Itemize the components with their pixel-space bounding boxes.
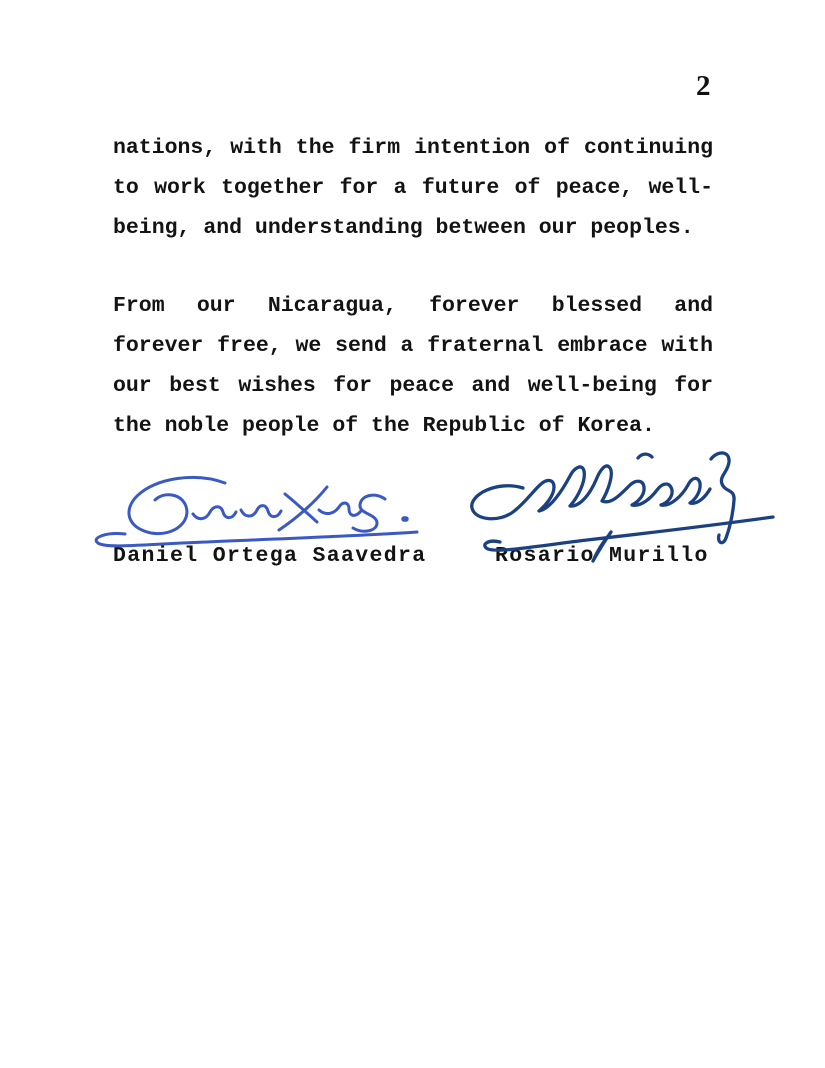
signature-daniel-ortega-icon: [85, 450, 430, 555]
page-number: 2: [696, 70, 711, 102]
doc-line: From our Nicaragua, forever blessed and: [113, 294, 713, 318]
doc-line: our best wishes for peace and well-being for: [113, 374, 713, 398]
paragraph-2: [113, 286, 713, 446]
doc-line: nations, with the firm intention of continuing: [113, 136, 713, 160]
paragraph-1: [113, 128, 713, 248]
signatory-name-rosario-murillo: Rosario Murillo: [495, 544, 709, 568]
doc-line: to work together for a future of peace, well-: [113, 176, 713, 200]
signatory-name-daniel-ortega-saavedra: Daniel Ortega Saavedra: [113, 544, 427, 568]
doc-line: being, and understanding between our peoples.: [113, 216, 694, 240]
doc-line: the noble people of the Republic of Korea.: [113, 414, 655, 438]
signature-rosario-murillo-icon: [455, 443, 780, 573]
doc-line: forever free, we send a fraternal embrace with: [113, 334, 713, 358]
